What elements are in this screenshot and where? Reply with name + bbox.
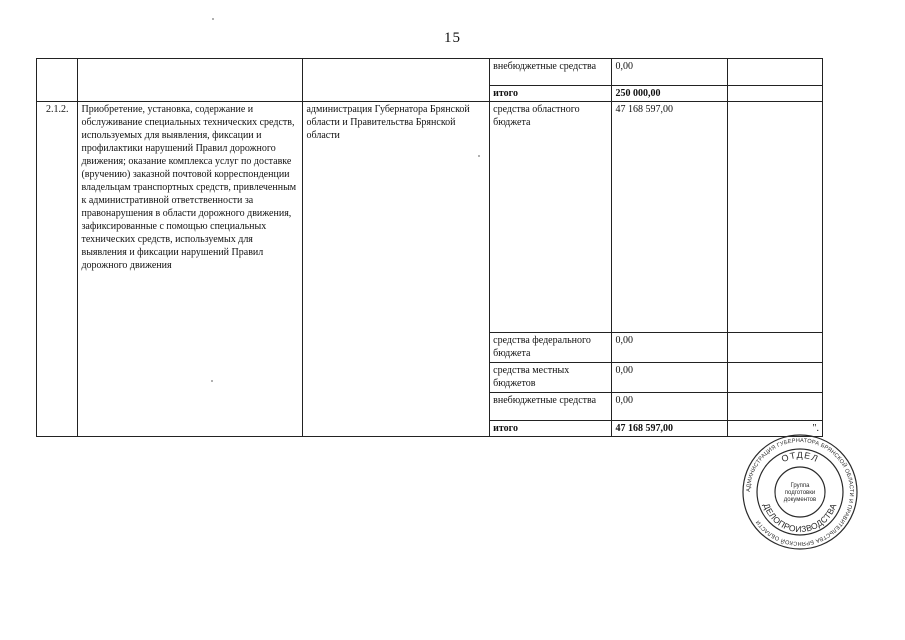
stamp-center-line: документов — [783, 497, 817, 503]
funding-table — [36, 58, 823, 437]
stamp-center-line: подготовки — [784, 490, 816, 496]
office-stamp — [740, 432, 860, 552]
number-cell — [37, 59, 78, 102]
page-number: 15 — [444, 30, 461, 46]
scan-speck — [478, 155, 480, 157]
amount-cell: 0,00 — [612, 363, 727, 393]
stamp-seal-icon — [740, 432, 860, 552]
amount-cell: 0,00 — [612, 393, 727, 421]
extra-cell — [727, 102, 822, 333]
amount-cell: 47 168 597,00 — [612, 421, 727, 437]
stamp-top-text: ОТДЕЛ — [779, 449, 821, 465]
scan-speck — [211, 380, 213, 382]
source-cell: внебюджетные средства — [490, 59, 612, 86]
extra-cell — [727, 363, 822, 393]
source-cell: внебюджетные средства — [490, 393, 612, 421]
amount-cell: 0,00 — [612, 333, 727, 363]
item-executor: администрация Губернатора Брянской области и Правительства Брянской области — [303, 102, 490, 437]
source-cell: итого — [490, 86, 612, 102]
scan-speck — [212, 18, 214, 20]
amount-cell: 250 000,00 — [612, 86, 727, 102]
item-number: 2.1.2. — [37, 102, 78, 437]
source-cell: средства местных бюджетов — [490, 363, 612, 393]
name-cell — [78, 59, 303, 102]
stamp-bottom-text: ДЕЛОПРОИЗВОДСТВА — [761, 501, 839, 535]
table-row — [37, 102, 823, 333]
closing-quote-mark: ". — [727, 421, 822, 437]
executor-cell — [303, 59, 490, 102]
extra-cell — [727, 59, 822, 86]
extra-cell — [727, 393, 822, 421]
item-name: Приобретение, установка, содержание и обслуживание специальных технических средств, используемых для выявления, фиксации и профилактики нарушений Правил дорожного движения; оказание комплекса услуг по доставке (вручению) заказной почтовой корреспонденции владельцам транспортных средств, привлеченным к административной ответственности за правонарушения в области дорожного движения, зафиксированные с помощью специальных технических средств, используемых для выявления и фиксации нарушений Правил дорожного движения — [78, 102, 303, 437]
extra-cell — [727, 86, 822, 102]
stamp-center-line: Группа — [790, 483, 810, 489]
source-cell: средства областного бюджета — [490, 102, 612, 333]
table-row — [37, 59, 823, 86]
amount-cell: 47 168 597,00 — [612, 102, 727, 333]
source-cell: итого — [490, 421, 612, 437]
extra-cell — [727, 333, 822, 363]
amount-cell: 0,00 — [612, 59, 727, 86]
stamp-outer-text: АДМИНИСТРАЦИЯ ГУБЕРНАТОРА БРЯНСКОЙ ОБЛАСТИ И ПРАВИТЕЛЬСТВА БРЯНСКОЙ ОБЛАСТИ — [745, 437, 855, 547]
source-cell: средства федерального бюджета — [490, 333, 612, 363]
